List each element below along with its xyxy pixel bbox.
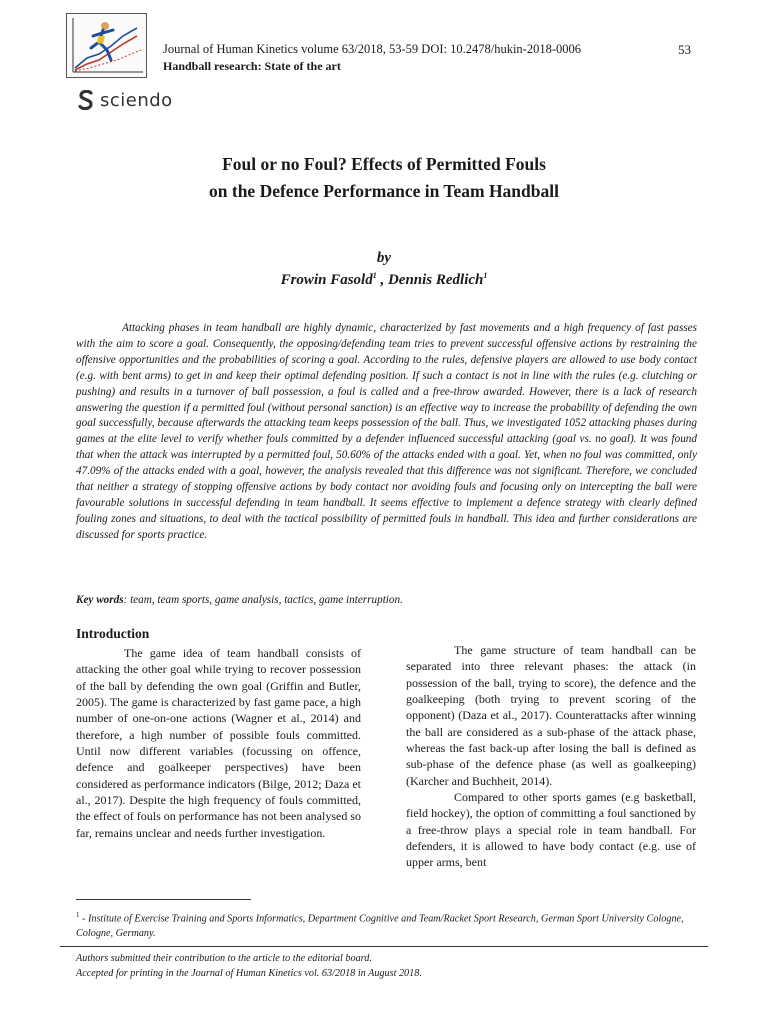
introduction-heading: Introduction [76,626,150,641]
section-label: Handball research: State of the art [163,59,341,73]
abstract: Attacking phases in team handball are highly dynamic, characterized by fast movements and a high frequency of fast passes with the aim to score a goal. Consequently, the opposing/defending team tries to prevent successful offensive actions by restraining the offensive opportunities and the probabilities of scoring a goal. According to the rules, defensive players are allowed to use body contact (e.g. with bent arms) to get in and keep their optimal defending position. If such a contact is not in line with the rules (e.g. clutching or pushing) and results in a turnover of ball possession, a foul is called and a free-throw awarded. However, there is a lack of research answering the question if a permitted foul (without personal sanction) is an effective way to increase the probability of defending the own goal successfully, because afterwards the attacking team keeps possession of the ball. Thus, we investigated 1052 attacking phases during games at the elite level to verify whether fouls committed by a defender influenced successful attacking (goal vs. no goal). It was found that when the attack was interrupted by a permitted foul, 50.60% of the attacks ended with a goal. Yet, when no foul was committed, only 47.09% of the attacks ended with a goal, however, the analysis revealed that this difference was not significant. Therefore, we concluded that neither a strategy of stopping offensive actions by body contact nor avoiding fouls and focusing only on intercepting the ball were favourable solutions in successful defending in team handball. It seems effective to implement a defence strategy with clearly defined fouling zones and situations, to deal with the tactical possibility of permitted fouls in handball. This idea and further considerations are discussed for sports practice. [76,322,697,541]
author-2: Dennis Redlich [387,272,484,288]
author-2-affil: 1 [483,271,488,280]
footnote-divider [76,899,251,900]
intro-paragraph-3: Compared to other sports games (e.g basketball, field hockey), the option of committing a foul sanctioned by a free-throw plays a special role in team handball. For defenders, it is allowed to have body contact (e.g. use of upper arms, bent [406,790,696,870]
journal-logo [66,13,147,78]
footnote-mark: 1 [76,911,80,919]
author-1-affil: 1 [372,271,377,280]
title-line-2: on the Defence Performance in Team Handball [209,181,559,201]
by-label: by [376,250,392,266]
journal-citation: Journal of Human Kinetics volume 63/2018, 53-59 DOI: 10.2478/hukin-2018-0006 [163,42,582,56]
intro-paragraph-1: The game idea of team handball consists of attacking the other goal while trying to recover possession of the ball by defending the own goal (Griffin and Butler, 2005). The game is characterized by fast game pace, a high number of one-on-one actions (Wagner et al., 2014) and therefore, a high number of possible fouls committed. Until now different variables (focussing on offence, defence and goalkeeper perspectives) have been considered as performance indicators (Bilge, 2012; Daza et al., 2017). Despite the high frequency of fouls committed, the effect of fouls on performance has not been analysed so far, remains unclear and needs further investigation. [76,646,362,840]
intro-paragraph-2: The game structure of team handball can be separated into three relevant phases: the attack (in possession of the ball, trying to score), the defence and the goalkeeping (both trying to prevent scoring of the opponent) (Daza et al., 2017). Counterattacks after winning the ball are considered as a sub-phase of the attack phase, whereas the fast back-up after losing the ball is defined as sub-phase of the defence phase (as well as goalkeeping) (Karcher and Buchheit, 2014). [406,643,696,788]
page-number: 53 [678,42,691,57]
affiliation-footnote [76,908,698,941]
article-title [0,151,768,205]
keywords [76,594,697,606]
publisher-logo [78,88,173,112]
footnote-text: - Institute of Exercise Training and Sports Informatics, Department Cognitive and Team/Racket Sport Research, German Sport University Cologne, Cologne, Germany. [76,913,684,939]
title-line-1: Foul or no Foul? Effects of Permitted Fouls [222,154,546,174]
bottom-divider [60,946,708,947]
right-column [406,642,696,871]
author-separator: , [376,272,388,288]
publisher-name: sciendo [100,89,173,111]
sciendo-s-icon [78,90,94,110]
keywords-text: : team, team sports, game analysis, tactics, game interruption. [123,594,403,606]
submission-note: Authors submitted their contribution to the article to the editorial board. [76,953,372,964]
authors-line [0,271,768,289]
author-1: Frowin Fasold [280,272,373,288]
runner-chart-icon [67,14,146,77]
left-column [76,645,361,841]
acceptance-note: Accepted for printing in the Journal of Human Kinetics vol. 63/2018 in August 2018. [76,968,422,979]
keywords-label: Key words [76,594,124,606]
